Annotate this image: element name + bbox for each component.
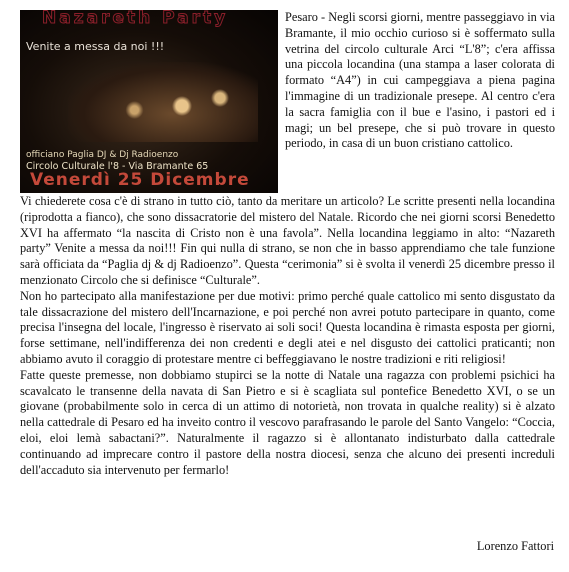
poster-title: Nazareth Party: [42, 10, 229, 28]
poster-officiants: officiano Paglia DJ & Dj Radioenzo: [26, 150, 179, 160]
article-body: [20, 194, 555, 478]
article-intro: Pesaro - Negli scorsi giorni, mentre passeggiavo in via Bramante, il mio occhio curioso si è soffermato sulla vetrina del circolo culturale Arci “L'8”; c'era affissa una piccola locandina (una stampa a laser colorata di formato “A4”) in cui campeggiava a piena pagina l'immagine di un tradizionale presepe. Al centro c'era la sacra famiglia con il bue e l'asino, i pastori ed i magi; un bel presepe, che si può trovare in questo periodo, in casa di un buon cristiano cattolico.: [285, 10, 555, 151]
article-paragraph: Fatte queste premesse, non dobbiamo stupirci se la notte di Natale una ragazza con problemi psichici ha scavalcato le transenne della navata di San Pietro e si è scagliata sul pontefice Benedetto XVI, o se un giovane (probabilmente solo in cerca di un attimo di notorietà, non trovata in qualche reality) si è alzato nella cattedrale di Pesaro ed ha inveito contro il vescovo parafrasando le parole del Santo Vangelo: “Coccia, eloi, eloi lemà sabactani?”. Naturalmente il ragazzo si è allontanato indisturbato dalla cattedrale continuando ad imprecare contro il pastore della nostra diocesi, senza che alcuno dei presenti increduli dell'accaduto sia intervenuto per fermarlo!: [20, 367, 555, 477]
article-paragraph: Vi chiederete cosa c'è di strano in tutto ciò, tanto da meritare un articolo? Le scritte presenti nella locandina (riprodotta a fianco), che sono dissacratorie del mistero del Natale. Ricordo che nei giorni scorsi Benedetto XVI ha affermato “la nascita di Cristo non è una favola”. Nella locandina leggiamo in alto: “Nazareth party” Venite a messa da noi!!! Fin qui nulla di strano, se non che in basso apprendiamo che tale funzione sarà officiata da “Paglia dj & dj Radioenzo”. Questa “cerimonia” si è svolta il venerdì 25 dicembre presso il menzionato Circolo che si definisce “Culturale”.: [20, 194, 555, 287]
author-signature: Lorenzo Fattori: [476, 539, 554, 553]
nativity-scene-image: [68, 62, 258, 142]
poster-subtitle: Venite a messa da noi !!!: [26, 40, 165, 53]
poster-venue: Circolo Culturale l'8 - Via Bramante 65: [26, 161, 209, 172]
poster-image: [20, 10, 278, 193]
poster-date: Venerdì 25 Dicembre: [30, 170, 250, 190]
article-paragraph: Non ho partecipato alla manifestazione per due motivi: primo perché quale cattolico mi sento disgustato da tale dissacrazione del mistero dell'Incarnazione, e poi perché non avrei potuto partecipare in quanto, come precisa l'insegna del locale, l'ingresso è riservato ai soli soci! Questa locandina è rimasta esposta per giorni, forse settimane, nell'indifferenza dei non credenti e degli atei e nel disgusto dei cattolici praticanti; non abbiamo avuto il coraggio di protestare mentre ci beffeggiavano le nostre tradizioni e riti religiosi!: [20, 288, 555, 366]
